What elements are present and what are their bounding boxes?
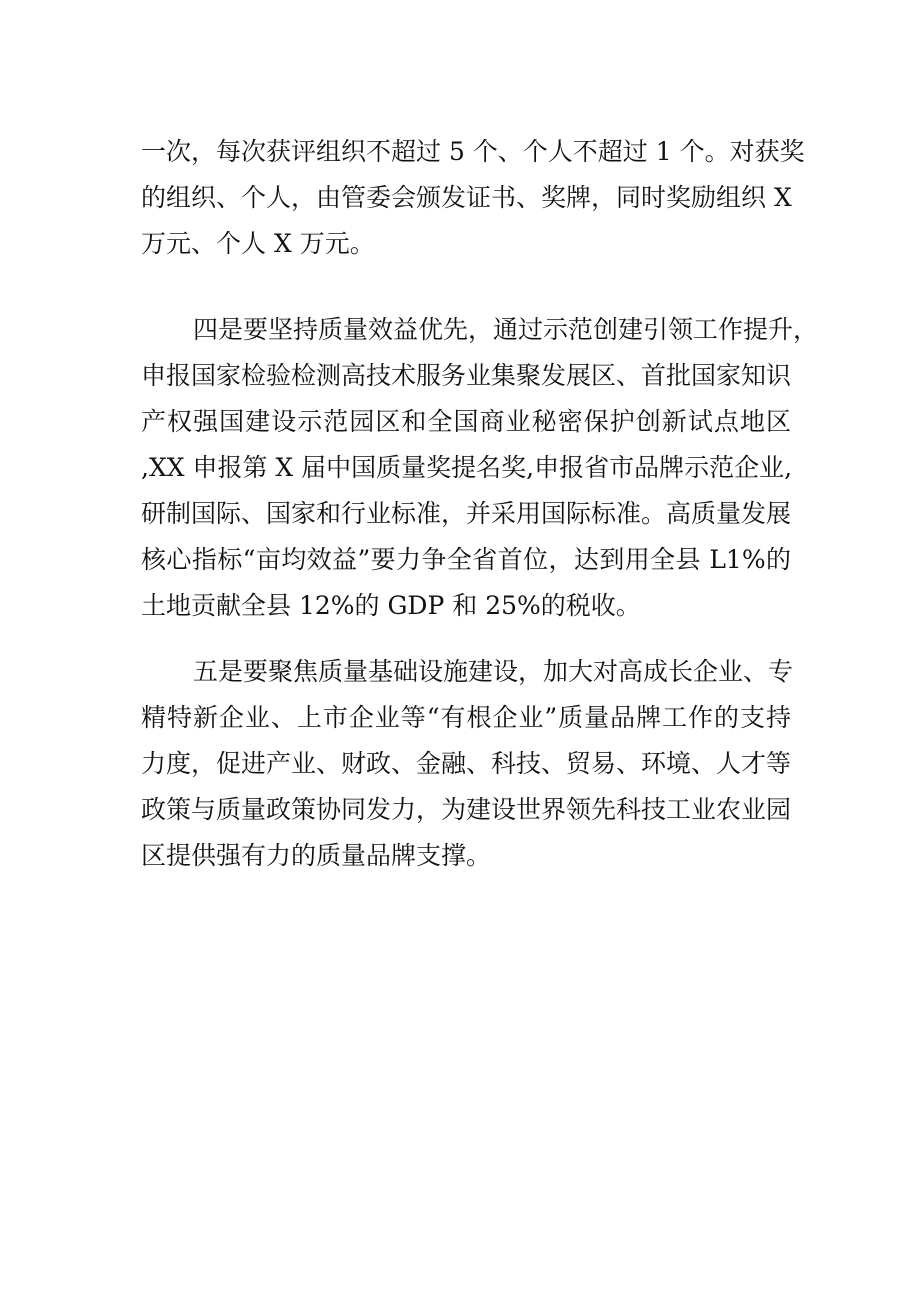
text-line: 申报国家检验检测高技术服务业集聚发展区、首批国家知识 [141,361,792,390]
paragraph-point-four [141,307,819,629]
text-line: 的组织、个人，由管委会颁发证书、奖牌，同时奖励组织 X [141,183,792,212]
paragraph-point-five [141,649,794,879]
text-line: 力度，促进产业、财政、金融、科技、贸易、环境、人才等 [141,749,792,778]
text-line: 一次，每次获评组织不超过 5 个、个人不超过 1 个。对获奖 [141,137,805,166]
text-line: 产权强国建设示范园区和全国商业秘密保护创新试点地区 [141,407,791,436]
text-line: 土地贡献全县 12%的 GDP 和 25%的税收。 [141,591,641,620]
text-line: 区提供强有力的质量品牌支撑。 [141,841,492,870]
text-line: 核心指标“亩均效益”要力争全省首位，达到用全县 L1%的 [141,545,791,574]
text-line: 四是要坚持质量效益优先，通过示范创建引领工作提升， [193,315,819,344]
text-line: ,XX 申报第 X 届中国质量奖提名奖,申报省市品牌示范企业, [141,453,793,482]
text-line: 五是要聚焦质量基础设施建设，加大对高成长企业、专 [193,657,794,686]
text-line: 研制国际、国家和行业标准，并采用国际标准。高质量发展 [141,499,792,528]
text-line: 万元、个人 X 万元。 [141,229,375,258]
text-line: 政策与质量政策协同发力，为建设世界领先科技工业农业园 [141,795,792,824]
paragraph-award-continuation [141,129,805,267]
text-line: 精特新企业、上市企业等“有根企业”质量品牌工作的支持 [141,703,791,732]
